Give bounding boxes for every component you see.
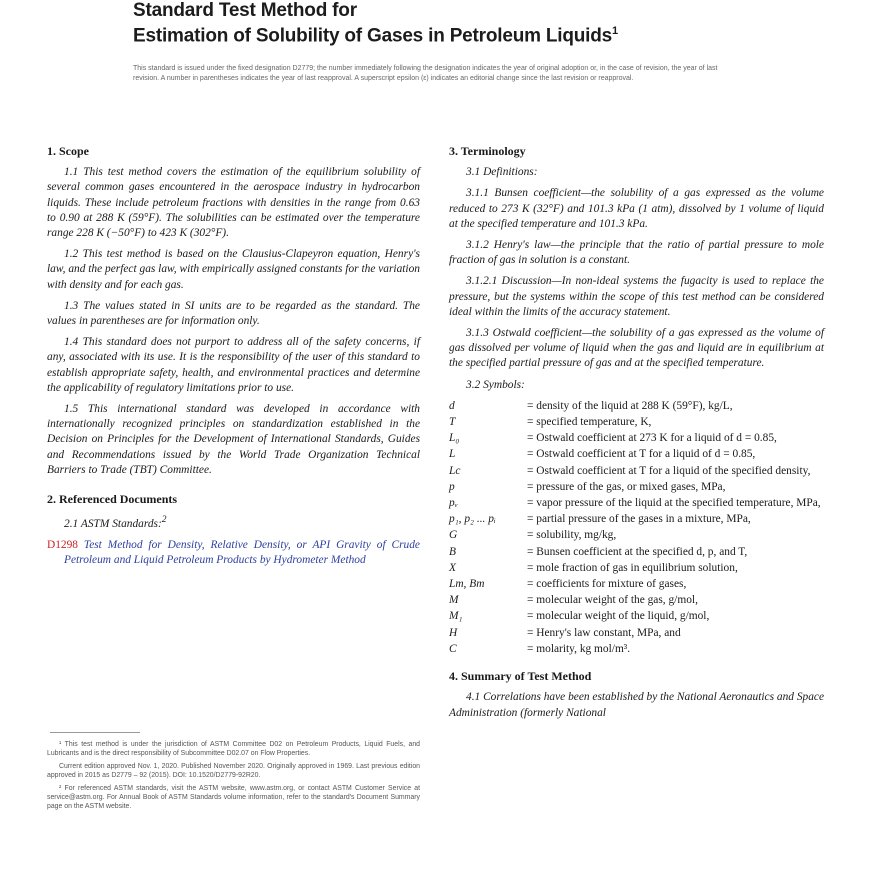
paragraph-1-2: 1.2 This test method is based on the Clausius-Clapeyron equation, Henry's law, and the perfect gas law, with empirically assigned constants for the variation with density and for each gas.: [47, 248, 420, 291]
symbol-definition: = Ostwald coefficient at T for a liquid of d = 0.85,: [527, 448, 756, 461]
symbol: p₁, p₂ ... pᵢ: [449, 513, 496, 526]
section-heading-summary: 4. Summary of Test Method: [449, 669, 592, 684]
symbol: p: [449, 480, 455, 493]
symbol-list: [449, 399, 824, 657]
symbol: G: [449, 529, 458, 542]
symbol-row: [449, 480, 824, 495]
symbol-row: [449, 447, 824, 462]
symbol: M: [449, 594, 459, 607]
symbol-row: [449, 431, 824, 446]
paragraph-1-4: 1.4 This standard does not purport to address all of the safety concerns, if any, associated with its use. It is the responsibility of the user of this standard to establish appropriate safety, health, and environmental practices and determine the applicability of regulatory limitations prior to use.: [47, 336, 420, 394]
paragraph-2-1: 2.1 ASTM Standards:$^2$: [64, 515, 167, 531]
designation-notice: This standard is issued under the fixed designation D2779; the number immediately following the designation indicates the year of original adoption or, in the case of revision, the year of last revision. A number in parentheses indicates the year of last reapproval. A superscript epsilon (ε) indicates an editorial change since the last revision or reapproval.: [133, 65, 718, 82]
footnote-mark-2: 2: [161, 515, 167, 526]
paragraph-1-5: 1.5 This international standard was developed in accordance with internationally recognized principles on standardization established in the Decision on Principles for the Development of International Standards, Guides and Recommendations issued by the World Trade Organization Technical Barriers to Trade (TBT) Committee.: [47, 403, 420, 476]
paragraph-3-1-1: 3.1.1 Bunsen coefficient—the solubility of a gas expressed as the volume reduced to 273 K (32°F) and 101.3 kPa (1 atm), dissolved by 1 volume of liquid at the specified temperature and 101.3 kPa.: [449, 187, 824, 230]
symbol-row: [449, 528, 824, 543]
right-column: [449, 144, 824, 727]
symbol-row: [449, 609, 824, 624]
paragraph-3-1: 3.1 Definitions:: [466, 166, 538, 179]
symbol-definition: = Bunsen coefficient at the specified d, p, and T,: [527, 545, 748, 558]
section-heading-terminology: 3. Terminology: [449, 144, 526, 158]
paragraph-3-1-2: 3.1.2 Henry's law—the principle that the ratio of partial pressure to mole fraction of gas in solution is a constant.: [449, 239, 824, 267]
symbol-row: [449, 577, 824, 592]
symbol-definition: = vapor pressure of the liquid at the specified temperature, MPa,: [527, 497, 821, 510]
symbol: pᵥ: [449, 497, 458, 510]
symbol-definition: = partial pressure of the gases in a mixture, MPa,: [527, 513, 751, 526]
symbol-definition: = density of the liquid at 288 K (59°F), kg/L,: [527, 399, 733, 412]
reference-title[interactable]: Test Method for Density, Relative Density, or API Gravity of Crude Petroleum and Liquid Petroleum Products by Hydrometer Method: [64, 539, 420, 567]
symbol-row: [449, 642, 824, 657]
symbol-definition: = Ostwald coefficient at T for a liquid of the specified density,: [527, 464, 811, 477]
symbol-row: [449, 561, 824, 576]
footnotes: [47, 740, 420, 815]
reference-code[interactable]: D1298: [47, 539, 79, 552]
title-line-2: Estimation of Solubility of Gases in Petroleum Liquids$^1$: [133, 25, 618, 47]
symbol-definition: = specified temperature, K,: [527, 416, 652, 429]
paragraph-4-1: 4.1 Correlations have been established by the National Aeronautics and Space Administration (formerly National: [449, 691, 825, 719]
paragraph-3-1-3: 3.1.3 Ostwald coefficient—the solubility of a gas expressed as the volume of gas dissolved per volume of liquid when the gas and liquid are in equilibrium at the specified partial pressure of gas and at the specified temperature.: [449, 327, 824, 370]
symbol-row: [449, 512, 824, 527]
symbol-definition: = Henry's law constant, MPa, and: [527, 626, 681, 639]
paragraph-1-3: 1.3 The values stated in SI units are to be regarded as the standard. The values in parentheses are for information only.: [47, 299, 420, 328]
symbol-row: [449, 593, 824, 608]
symbol: B: [449, 545, 456, 558]
symbol: Lm, Bm: [449, 578, 485, 591]
symbol-definition: = Ostwald coefficient at 273 K for a liquid of d = 0.85,: [527, 432, 777, 445]
symbol-definition: = solubility, mg/kg,: [527, 529, 617, 542]
paragraph-3-1-2-1: 3.1.2.1 Discussion—In non-ideal systems the fugacity is used to replace the pressure, but the systems within the scope of this test method can be considered ideal within the limits of the accuracy statement.: [449, 275, 824, 318]
symbol-definition: = molecular weight of the liquid, g/mol,: [527, 610, 710, 623]
reference-link-d1298[interactable]: [47, 538, 420, 568]
symbol-definition: = molecular weight of the gas, g/mol,: [527, 594, 698, 607]
paragraph-3-2: 3.2 Symbols:: [466, 378, 525, 391]
symbol: X: [449, 561, 456, 574]
symbol: T: [449, 416, 456, 429]
footnote-1: ¹ This test method is under the jurisdiction of ASTM Committee D02 on Petroleum Products, Liquid Fuels, and Lubricants and is the direct responsibility of Subcommittee D02.07 on Flow Properties.: [47, 741, 420, 757]
symbol: L: [449, 448, 456, 461]
symbol-row: [449, 464, 824, 479]
symbol: Lc: [449, 464, 461, 477]
document-title: [133, 0, 618, 46]
symbol: M₁: [449, 610, 463, 623]
symbol-row: [449, 399, 824, 414]
symbol-definition: = molarity, kg mol/m³.: [527, 642, 631, 655]
footnote-divider: [50, 732, 140, 733]
symbol-row: [449, 415, 824, 430]
footnote-2: ² For referenced ASTM standards, visit the ASTM website, www.astm.org, or contact ASTM Customer Service at service@astm.org. For Annual Book of ASTM Standards volume information, refer to the standard's Document Summary page on the ASTM website.: [47, 785, 420, 810]
symbol-row: [449, 496, 824, 511]
section-heading-scope: 1. Scope: [47, 144, 89, 158]
symbol-definition: = mole fraction of gas in equilibrium solution,: [527, 561, 738, 574]
symbol: C: [449, 642, 457, 655]
symbol: d: [449, 399, 455, 412]
symbol: L₀: [449, 432, 460, 445]
footnote-1-edition: Current edition approved Nov. 1, 2020. Published November 2020. Originally approved in 1969. Last previous edition approved in 2015 as D2779 – 92 (2015). DOI: 10.1520/D2779-92R20.: [47, 763, 420, 779]
symbol: H: [449, 626, 458, 639]
section-heading-referenced-documents: 2. Referenced Documents: [47, 492, 178, 507]
symbol-definition: = coefficients for mixture of gases,: [527, 578, 687, 591]
symbol-row: [449, 545, 824, 560]
title-line-1: Standard Test Method for: [133, 0, 357, 21]
paragraph-1-1: 1.1 This test method covers the estimation of the equilibrium solubility of several common gases encountered in the aerospace industry in hydrocarbon liquids. These include petroleum fractions with densities in the range from 0.63 to 0.90 at 288 K (59°F). The solubilities can be estimated over the temperature range 228 K (−50°F) to 423 K (302°F).: [47, 166, 420, 240]
symbol-definition: = pressure of the gas, or mixed gases, MPa,: [527, 480, 726, 493]
symbol-row: [449, 626, 824, 641]
title-footnote-mark: 1: [612, 25, 618, 37]
left-column: [47, 144, 420, 575]
